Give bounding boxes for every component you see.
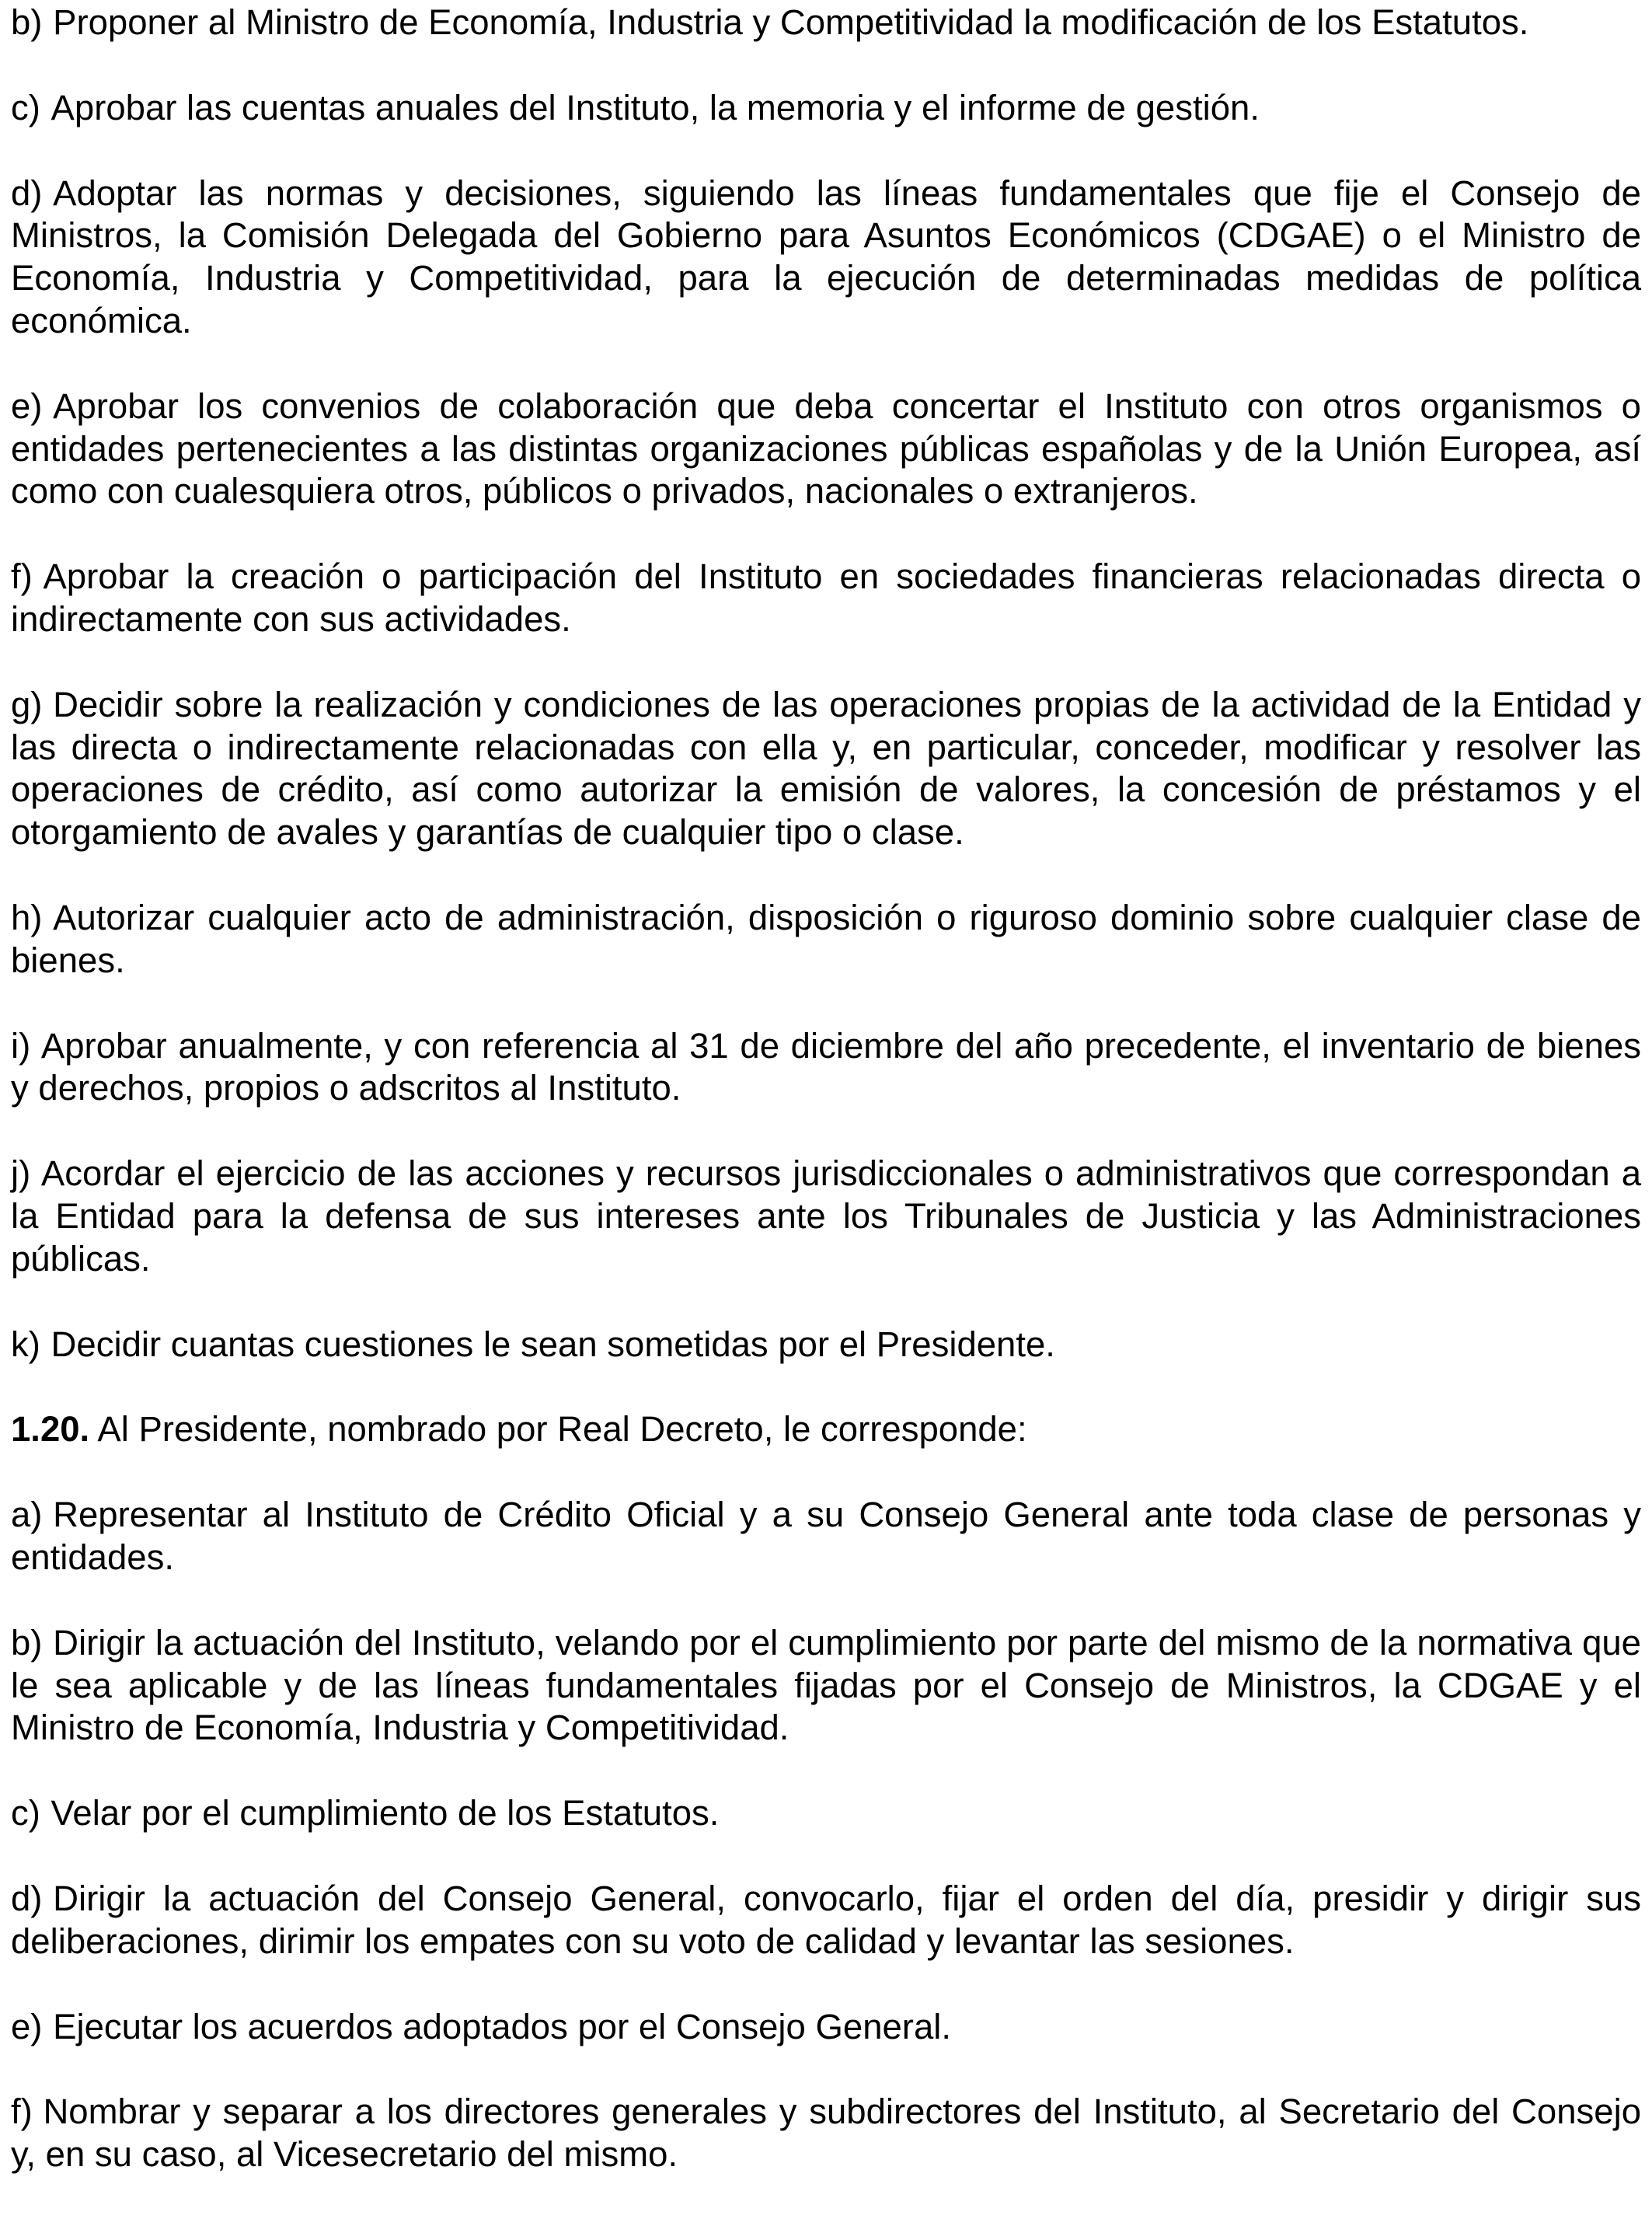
council-power-e xyxy=(11,386,1641,513)
president-power-d xyxy=(11,1878,1641,1963)
council-power-k xyxy=(11,1324,1641,1366)
item-text: Decidir cuantas cuestiones le sean sometidas por el Presidente. xyxy=(51,1324,1055,1364)
item-text: Velar por el cumplimiento de los Estatutos. xyxy=(51,1793,720,1833)
item-marker: f) xyxy=(11,556,33,597)
item-text: Aprobar las cuentas anuales del Instituto, la memoria y el informe de gestión. xyxy=(51,87,1260,127)
section-heading xyxy=(11,1408,1641,1451)
item-marker: j) xyxy=(11,1153,31,1194)
item-text: Dirigir la actuación del Instituto, velando por el cumplimiento por parte del mismo de la normativa que le sea aplicable y de las líneas fundamentales fijadas por el Consejo de Ministros, la CDGAE y el Ministro de Economía, Industria y Competitividad. xyxy=(11,1622,1641,1748)
president-power-f xyxy=(11,2091,1641,2176)
item-marker: e) xyxy=(11,2006,43,2046)
section-number: 1.20. xyxy=(11,1409,90,1450)
council-power-i xyxy=(11,1025,1641,1111)
item-marker: k) xyxy=(11,1324,40,1364)
item-marker: c) xyxy=(11,87,40,127)
section-heading-text: Al Presidente, nombrado por Real Decreto, le corresponde: xyxy=(97,1409,1027,1450)
council-power-c xyxy=(11,87,1641,130)
council-power-d xyxy=(11,173,1641,343)
president-power-b xyxy=(11,1622,1641,1750)
item-marker: h) xyxy=(11,897,43,937)
item-marker: d) xyxy=(11,173,43,213)
council-power-b xyxy=(11,2,1641,44)
item-text: Aprobar anualmente, y con referencia al 31 de diciembre del año precedente, el inventario de bienes y derechos, propios o adscritos al Instituto. xyxy=(11,1025,1641,1108)
item-text: Adoptar las normas y decisiones, siguiendo las líneas fundamentales que fije el Consejo de Ministros, la Comisión Delegada del Gobierno para Asuntos Económicos (CDGAE) o el Ministro de Economía, Industria y Competitividad, para la ejecución de determinadas medidas de política económica. xyxy=(11,173,1641,340)
item-text: Decidir sobre la realización y condiciones de las operaciones propias de la actividad de la Entidad y las directa o indirectamente relacionadas con ella y, en particular, conceder, modificar y resolver las operaciones de crédito, así como autorizar la emisión de valores, la concesión de préstamos y el otorgamiento de avales y garantías de cualquier tipo o clase. xyxy=(11,684,1641,853)
item-text: Ejecutar los acuerdos adoptados por el Consejo General. xyxy=(53,2006,952,2046)
item-text: Nombrar y separar a los directores generales y subdirectores del Instituto, al Secretario del Consejo y, en su caso, al Vicesecretario del mismo. xyxy=(11,2092,1641,2175)
item-marker: f) xyxy=(11,2092,33,2132)
council-power-j xyxy=(11,1153,1641,1280)
item-marker: b) xyxy=(11,2,43,42)
item-marker: d) xyxy=(11,1878,43,1918)
item-marker: e) xyxy=(11,386,43,426)
item-text: Autorizar cualquier acto de administración, disposición o riguroso dominio sobre cualquier clase de bienes. xyxy=(11,897,1641,980)
president-power-c xyxy=(11,1792,1641,1835)
item-marker: b) xyxy=(11,1622,43,1663)
president-power-a xyxy=(11,1494,1641,1579)
council-power-h xyxy=(11,897,1641,982)
item-marker: a) xyxy=(11,1495,43,1535)
item-text: Acordar el ejercicio de las acciones y recursos jurisdiccionales o administrativos que correspondan a la Entidad para la defensa de sus intereses ante los Tribunales de Justicia y las Administraciones públicas. xyxy=(11,1153,1641,1279)
item-marker: c) xyxy=(11,1793,40,1833)
item-text: Aprobar los convenios de colaboración que deba concertar el Instituto con otros organismos o entidades pertenecientes a las distintas organizaciones públicas españolas y de la Unión Europea, así como con cualesquiera otros, públicos o privados, nacionales o extranjeros. xyxy=(11,386,1641,511)
council-power-f xyxy=(11,556,1641,641)
president-power-e xyxy=(11,2006,1641,2049)
item-text: Representar al Instituto de Crédito Oficial y a su Consejo General ante toda clase de personas y entidades. xyxy=(11,1495,1641,1577)
item-text: Dirigir la actuación del Consejo General, convocarlo, fijar el orden del día, presidir y dirigir sus deliberaciones, dirimir los empates con su voto de calidad y levantar las sesiones. xyxy=(11,1878,1641,1961)
item-marker: g) xyxy=(11,684,43,724)
item-text: Proponer al Ministro de Economía, Industria y Competitividad la modificación de los Estatutos. xyxy=(53,2,1529,42)
item-marker: i) xyxy=(11,1025,31,1066)
item-text: Aprobar la creación o participación del Instituto en sociedades financieras relacionadas directa o indirectamente con sus actividades. xyxy=(11,556,1641,639)
document-page xyxy=(11,2,1641,2219)
council-power-g xyxy=(11,684,1641,854)
